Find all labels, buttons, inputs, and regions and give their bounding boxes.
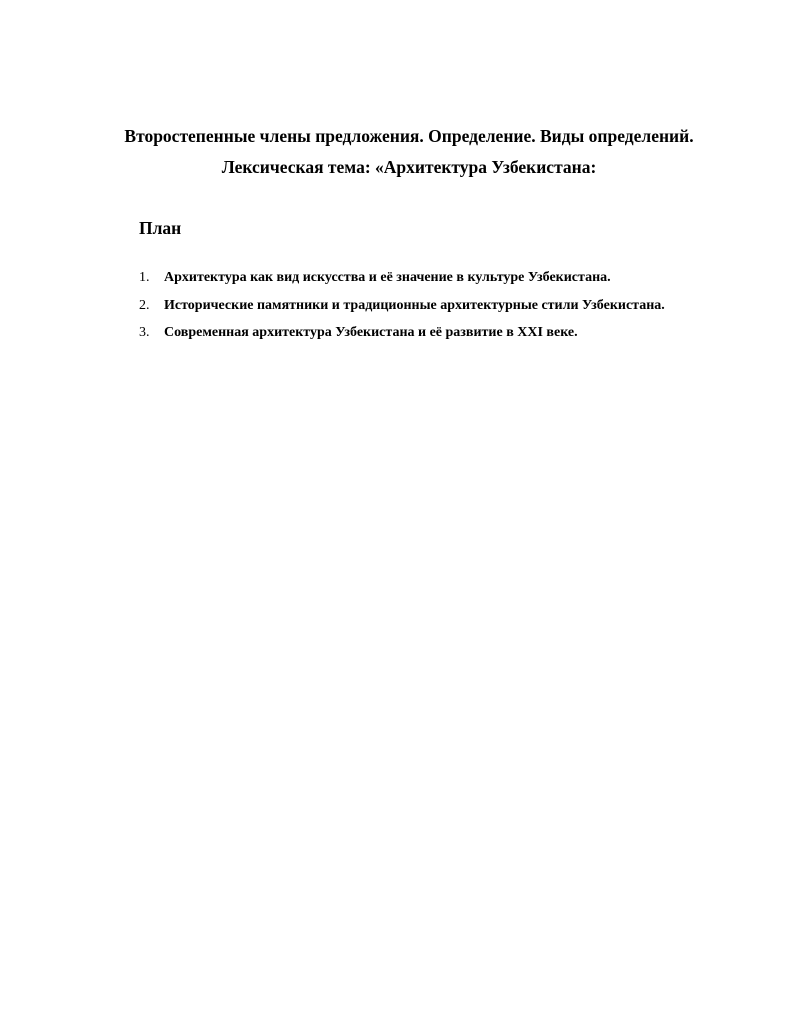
plan-heading: План: [139, 218, 182, 238]
plan-item-number: 3.: [139, 325, 150, 340]
plan-item-text: Современная архитектура Узбекистана и её развитие в XXI веке.: [164, 325, 578, 340]
plan-item-number: 1.: [139, 270, 150, 285]
document-title: [0, 121, 800, 183]
plan-item-text: Исторические памятники и традиционные архитектурные стили Узбекистана.: [164, 297, 665, 313]
plan-list: [139, 264, 665, 347]
plan-item-text: Архитектура как вид искусства и её значение в культуре Узбекистана.: [164, 270, 611, 285]
title-line-1: Второстепенные члены предложения. Определение. Виды определений.: [124, 126, 694, 146]
plan-item-number: 2.: [139, 297, 150, 313]
title-line-2: Лексическая тема: «Архитектура Узбекистана:: [221, 157, 597, 177]
plan-item-3: [139, 319, 665, 347]
plan-item-1: [139, 264, 665, 292]
plan-item-2: [139, 292, 665, 320]
